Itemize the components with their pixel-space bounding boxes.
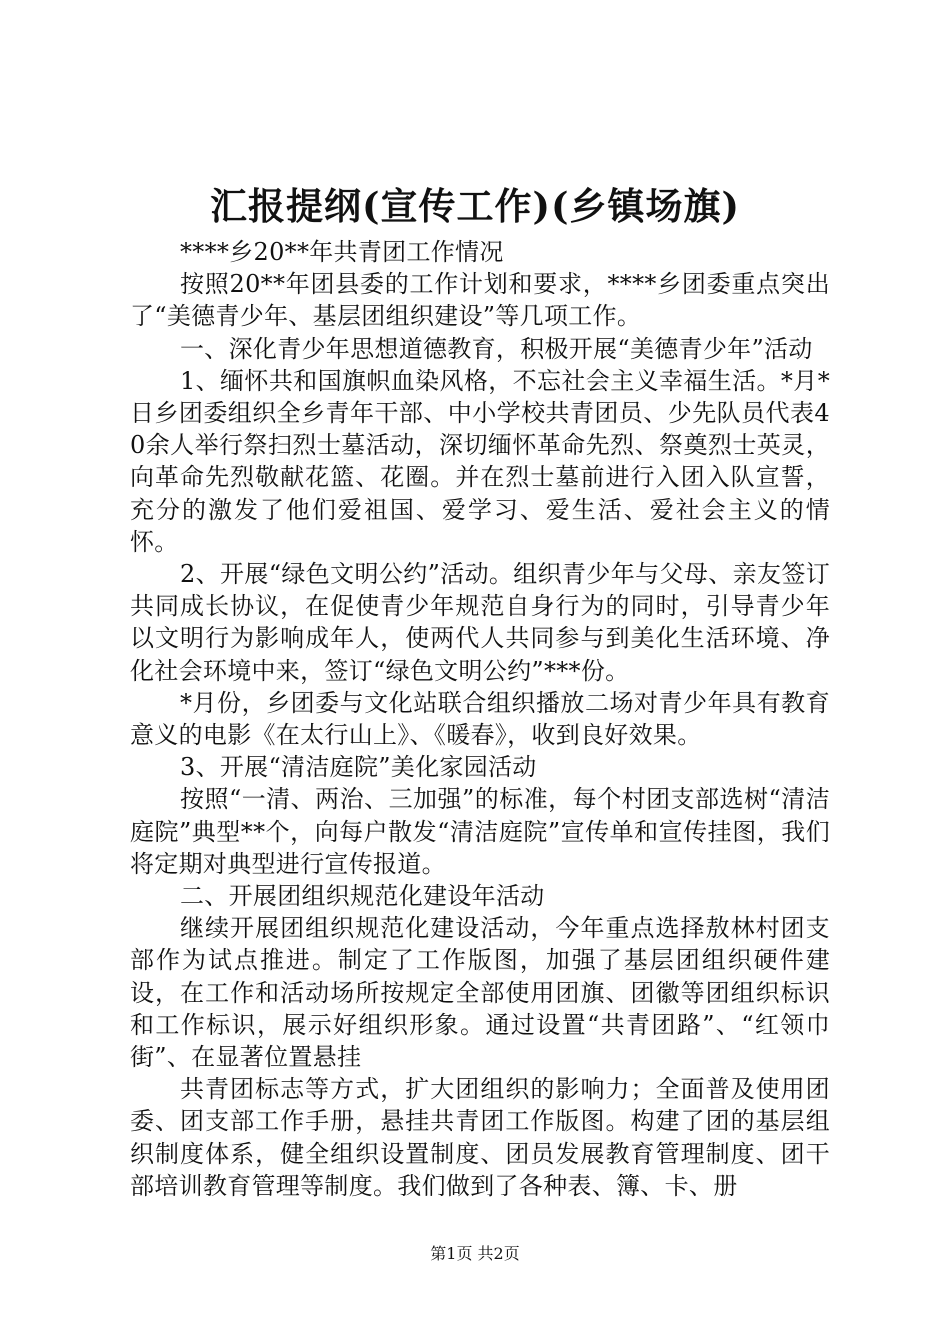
paragraph-item-3: 按照“一清、两治、三加强”的标准，每个村团支部选树“清洁庭院”典型**个，向每户散发“清洁庭院”宣传单和宣传挂图，我们将定期对典型进行宣传报道。 <box>130 785 830 878</box>
paragraph-item-1: 1、缅怀共和国旗帜血染风格，不忘社会主义幸福生活。*月*日乡团委组织全乡青年干部、中小学校共青团员、少先队员代表40余人举行祭扫烈士墓活动，深切缅怀革命先烈、祭奠烈士英灵，向革命先烈敬献花篮、花圈。并在烈士墓前进行入团入队宣誓，充分的激发了他们爱祖国、爱学习、爱生活、爱社会主义的情怀。 <box>130 366 830 556</box>
page-footer: 第1页 共2页 <box>430 1244 520 1263</box>
section-heading-1: 一、深化青少年思想道德教育，积极开展“美德青少年”活动 <box>180 334 813 363</box>
paragraph-standardization: 继续开展团组织规范化建设活动，今年重点选择敖林村团支部作为试点推进。制定了工作版图，加强了基层团组织硬件建设，在工作和活动场所按规定全部使用团旗、团徽等团组织标识和工作标识，展示好组织形象。通过设置“共青团路”、“红领巾街”、在显著位置悬挂 <box>130 914 830 1072</box>
paragraph-item-2: 2、开展“绿色文明公约”活动。组织青少年与父母、亲友签订共同成长协议，在促使青少年规范自身行为的同时，引导青少年以文明行为影响成年人，使两代人共同参与到美化生活环境、净化社会环境中来，签订“绿色文明公约”***份。 <box>130 560 830 685</box>
paragraph-intro: 按照20**年团县委的工作计划和要求，****乡团委重点突出了“美德青少年、基层团组织建设”等几项工作。 <box>130 270 830 331</box>
paragraph-influence: 共青团标志等方式，扩大团组织的影响力；全面普及使用团委、团支部工作手册，悬挂共青团工作版图。构建了团的基层组织制度体系，健全组织设置制度、团员发展教育管理制度、团干部培训教育管理等制度。我们做到了各种表、簿、卡、册 <box>130 1075 830 1200</box>
document-title: 汇报提纲(宣传工作)(乡镇场旗) <box>209 184 741 228</box>
section-heading-2: 二、开展团组织规范化建设年活动 <box>180 882 545 911</box>
paragraph-item-3-heading: 3、开展“清洁庭院”美化家园活动 <box>180 753 537 782</box>
paragraph-movies: *月份，乡团委与文化站联合组织播放二场对青少年具有教育意义的电影《在太行山上》、《暖春》，收到良好效果。 <box>130 688 830 750</box>
document-body <box>130 236 830 1202</box>
paragraph-heading-intro: ****乡20**年共青团工作情况 <box>180 238 504 266</box>
